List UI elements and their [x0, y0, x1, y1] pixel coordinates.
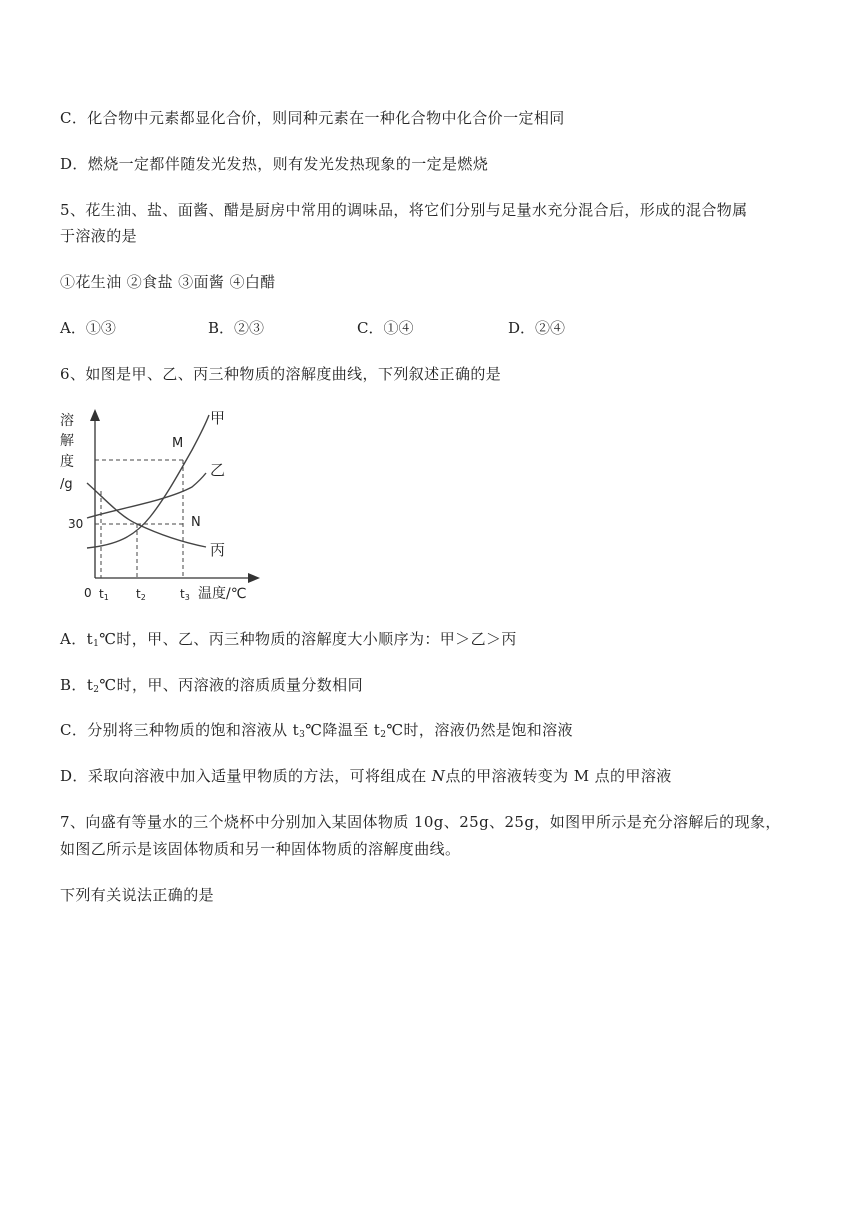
y-axis-label-char-4: /g [60, 477, 73, 492]
x-tick-t2: t2 [136, 587, 146, 602]
question-7-stem-line-2: 如图乙所示是该固体物质和另一种固体物质的溶解度曲线。 [60, 840, 461, 858]
series-label-jia: 甲 [210, 409, 226, 427]
question-6-option-a: A．$t_1℃$时，甲、乙、丙三种物质的溶解度大小顺序为：甲＞乙＞丙 [60, 630, 517, 649]
question-6-stem: 6、如图是甲、乙、丙三种物质的溶解度曲线，下列叙述正确的是 [60, 365, 502, 383]
question-7-stem-line-1: 7、向盛有等量水的三个烧杯中分别加入某固体物质 10g、25g、25g，如图甲所示是充分溶解后的现象， [60, 813, 781, 831]
point-label-n: N [191, 515, 201, 530]
question-5-option-b: B．②③ [208, 319, 265, 337]
x-axis-arrow [248, 573, 260, 583]
y-axis-label-char-1: 溶 [60, 413, 74, 429]
x-tick-t3: t3 [180, 587, 190, 602]
y-axis-label-char-3: 度 [60, 454, 74, 470]
question-5-stem-line-2: 于溶液的是 [60, 227, 138, 245]
question-5-option-a: A．①③ [60, 319, 116, 337]
question-4-option-d: D．燃烧一定都伴随发光发热，则有发光发热现象的一定是燃烧 [60, 155, 489, 173]
x-tick-t1: t1 [99, 587, 109, 602]
question-6-option-b: B．$t_2℃$时，甲、丙溶液的溶质质量分数相同 [60, 676, 363, 695]
x-axis-label: 温度/℃ [198, 586, 247, 602]
y-tick-30: 30 [68, 517, 84, 531]
question-5-stem-line-1: 5、花生油、盐、面酱、醋是厨房中常用的调味品，将它们分别与足量水充分混合后，形成的混合物属 [60, 201, 748, 219]
question-4-option-c: C．化合物中元素都显化合价，则同种元素在一种化合物中化合价一定相同 [60, 109, 565, 127]
question-6-option-d: D．采取向溶液中加入适量甲物质的方法，可将组成在 N点的甲溶液转变为 M 点的甲溶液 [60, 767, 672, 785]
series-label-bing: 丙 [210, 541, 226, 559]
question-6-option-c: C．分别将三种物质的饱和溶液从 $t_3℃$降温至 $t_2℃$时，溶液仍然是饱和溶液 [60, 721, 573, 740]
solubility-chart [56, 405, 266, 605]
point-label-m: M [172, 436, 184, 451]
question-5-items: ①花生油 ②食盐 ③面酱 ④白醋 [60, 273, 276, 291]
curve-bing [87, 483, 206, 547]
question-5-option-c: C．①④ [357, 319, 414, 337]
question-5-option-d: D．②④ [508, 319, 566, 337]
series-label-yi: 乙 [210, 461, 226, 479]
curve-yi [87, 473, 206, 518]
x-origin-label: 0 [84, 586, 92, 600]
question-7-stem-line-3: 下列有关说法正确的是 [60, 886, 215, 904]
y-axis-arrow [90, 409, 100, 421]
y-axis-label-char-2: 解 [60, 433, 74, 449]
